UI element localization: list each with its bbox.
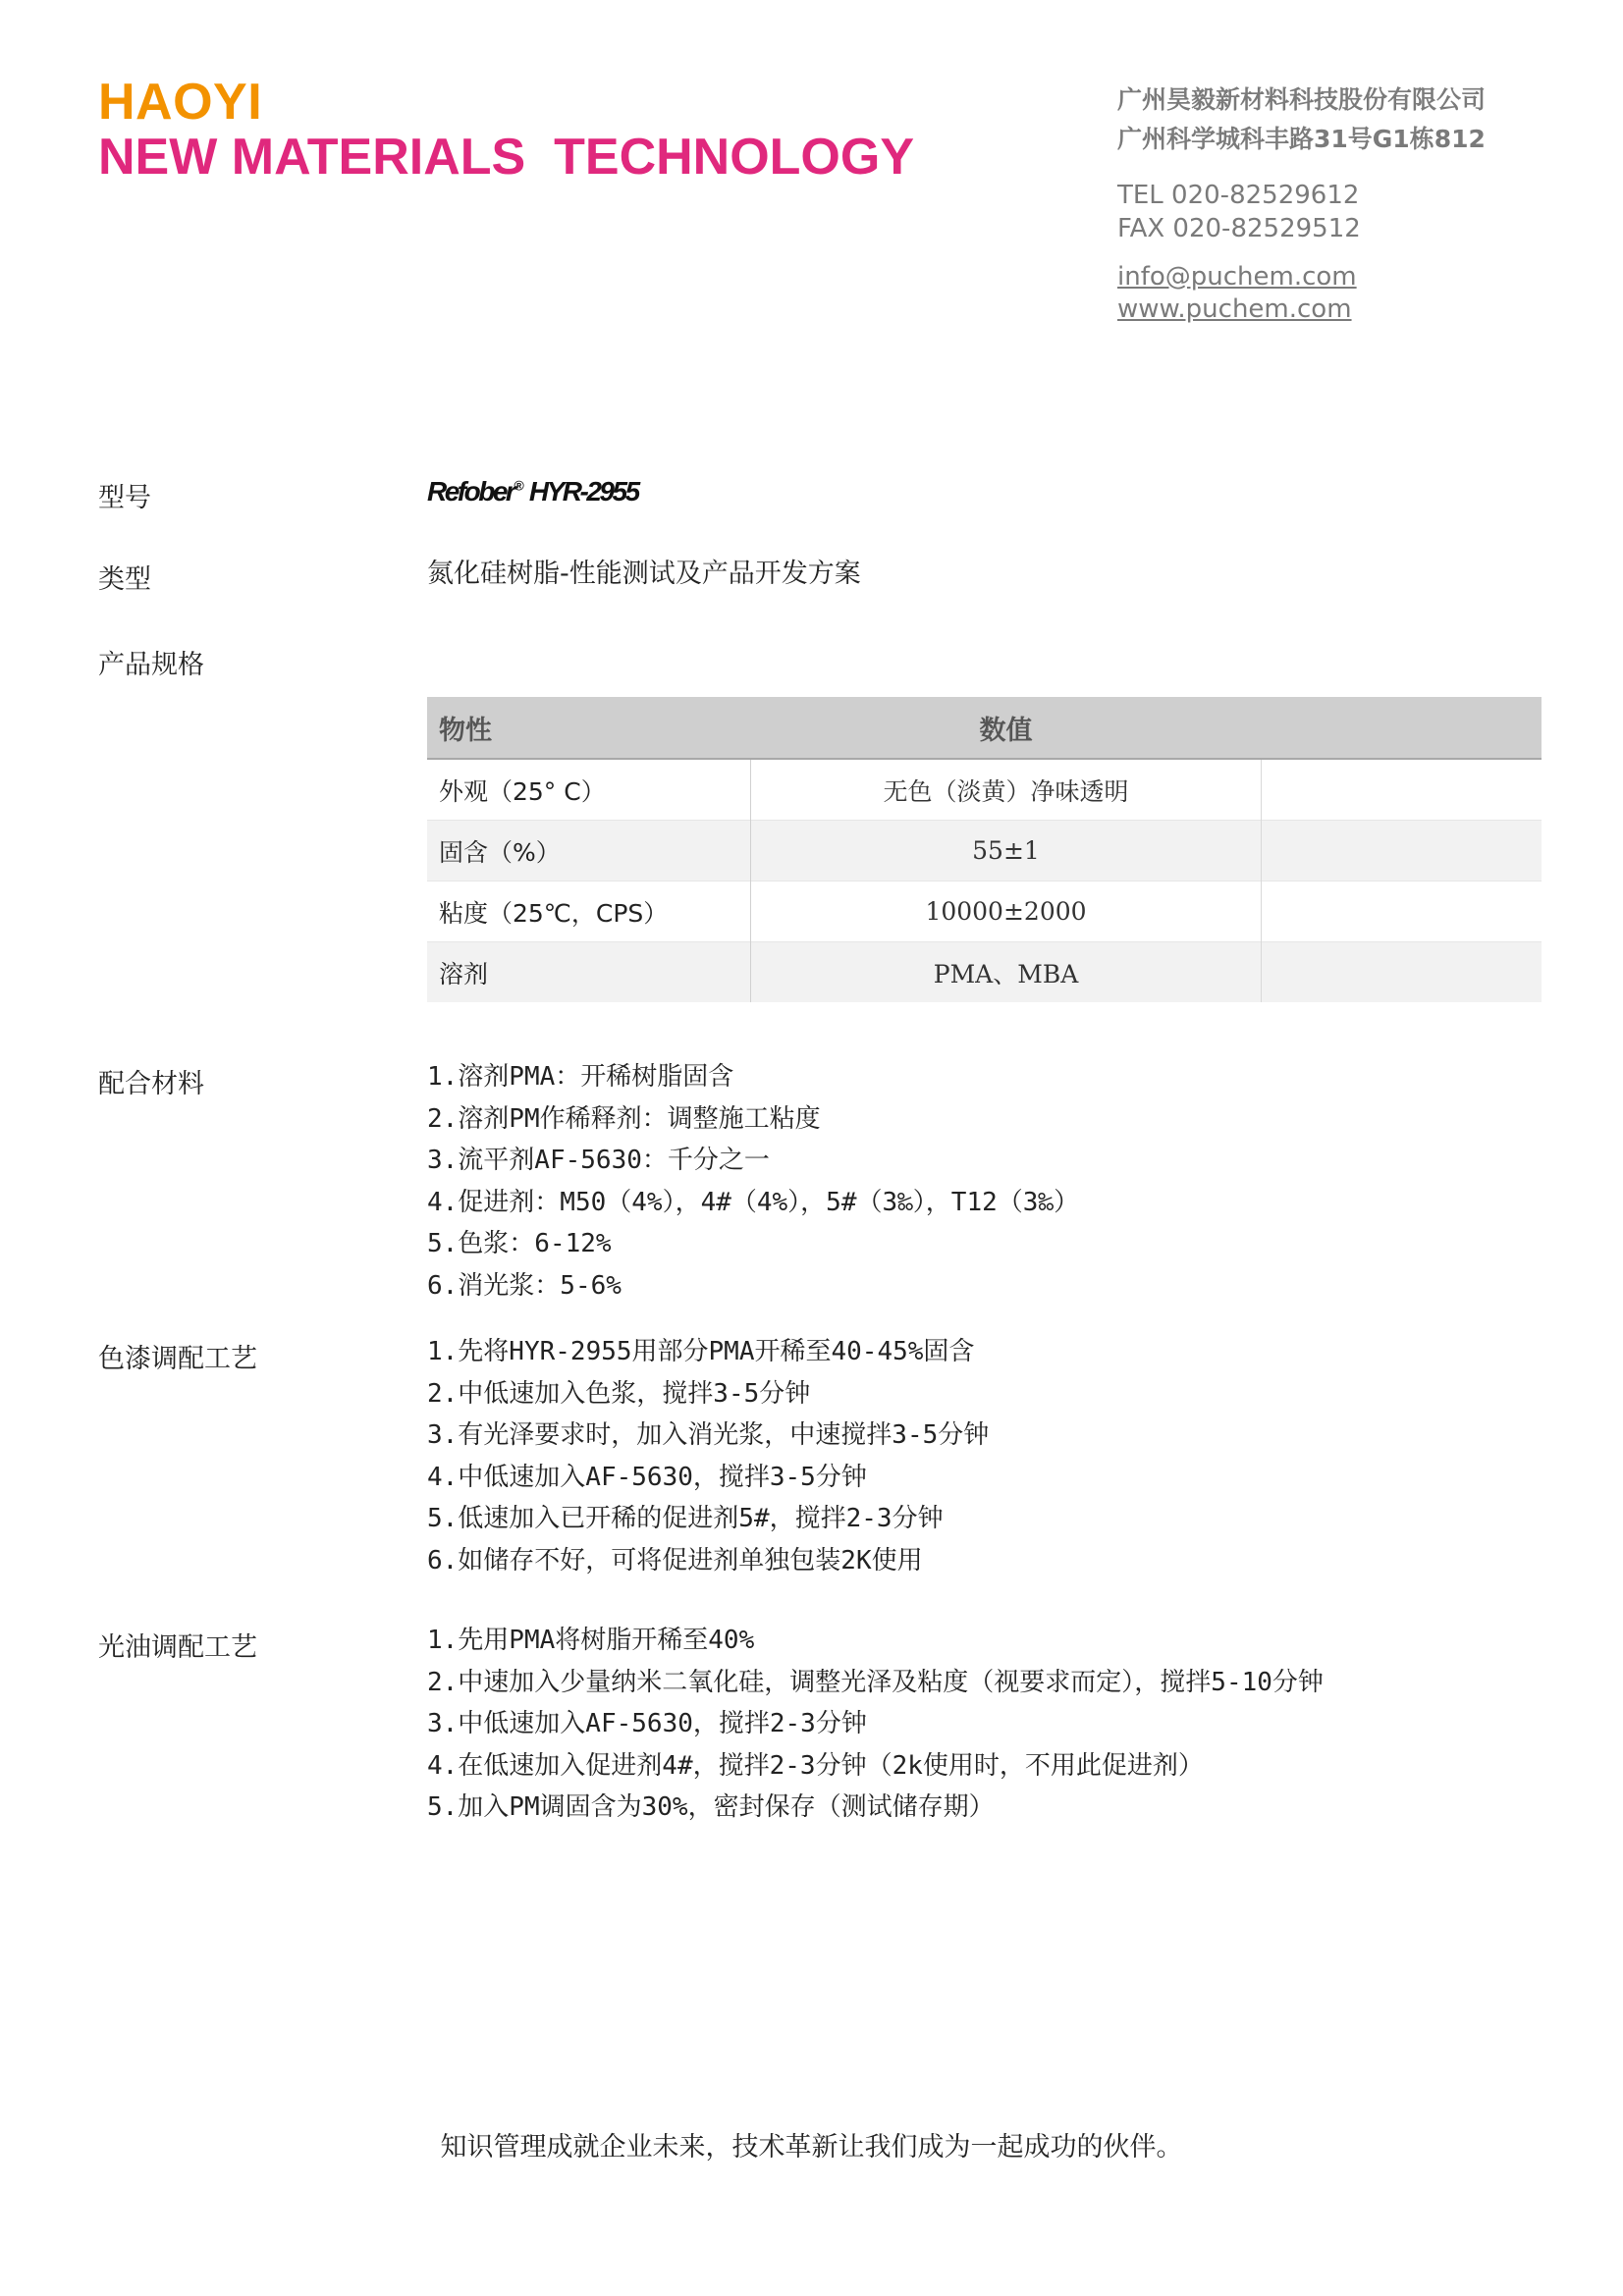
materials-label: 配合材料 [98, 1069, 204, 1099]
list-item: 3.有光泽要求时，加入消光浆，中速搅拌3-5分钟 [427, 1420, 990, 1450]
list-item: 1.溶剂PMA：开稀树脂固含 [427, 1062, 734, 1092]
table-row [427, 942, 1542, 1003]
header-property: 物性 [427, 697, 751, 759]
materials-list [427, 1056, 1079, 1307]
table-row [427, 881, 1542, 942]
header-value: 数值 [751, 697, 1262, 759]
list-item: 5.色浆：6-12% [427, 1229, 612, 1258]
model-brand: Refober [427, 476, 514, 507]
list-item: 6.如储存不好，可将促进剂单独包装2K使用 [427, 1545, 923, 1575]
list-item: 2.中速加入少量纳米二氧化硅，调整光泽及粘度（视要求而定），搅拌5-10分钟 [427, 1667, 1324, 1697]
model-label: 型号 [98, 483, 151, 513]
property-cell: 溶剂 [427, 942, 751, 1003]
value-cell: PMA、MBA [751, 942, 1262, 1003]
value-cell: 10000±2000 [751, 881, 1262, 942]
list-item: 5.加入PM调固含为30%，密封保存（测试储存期） [427, 1792, 995, 1822]
list-item: 1.先用PMA将树脂开稀至40% [427, 1626, 755, 1655]
empty-cell [1262, 942, 1542, 1003]
list-item: 4.中低速加入AF-5630，搅拌3-5分钟 [427, 1462, 867, 1492]
empty-cell [1262, 821, 1542, 881]
list-item: 5.低速加入已开稀的促进剂5#，搅拌2-3分钟 [427, 1504, 944, 1533]
varnish-label: 光油调配工艺 [98, 1632, 257, 1663]
tel-line: TEL 020-82529612 [1117, 181, 1360, 210]
property-cell: 外观（25° C） [427, 759, 751, 821]
contact-block [1117, 80, 1486, 326]
type-value: 氮化硅树脂-性能测试及产品开发方案 [427, 559, 861, 589]
list-item: 1.先将HYR-2955用部分PMA开稀至40-45%固含 [427, 1337, 975, 1366]
property-cell: 粘度（25℃，CPS） [427, 881, 751, 942]
model-code: HYR-2955 [523, 476, 638, 507]
footer-slogan: 知识管理成就企业未来，技术革新让我们成为一起成功的伙伴。 [440, 2132, 1183, 2163]
property-cell: 固含（%） [427, 821, 751, 881]
value-cell: 55±1 [751, 821, 1262, 881]
list-item: 3.中低速加入AF-5630，搅拌2-3分钟 [427, 1709, 867, 1738]
table-row [427, 759, 1542, 821]
color-paint-list [427, 1331, 989, 1581]
brand-line-2: NEW MATERIALS TECHNOLOGY [98, 129, 915, 186]
list-item: 4.促进剂：M50（4%），4#（4%），5#（3‰），T12（3‰） [427, 1187, 1080, 1217]
email-link[interactable]: info@puchem.com [1117, 262, 1357, 292]
company-address: 广州科学城科丰路31号G1栋812 [1117, 125, 1486, 153]
empty-cell [1262, 759, 1542, 821]
company-name: 广州昊毅新材料科技股份有限公司 [1117, 85, 1487, 114]
list-item: 4.在低速加入促进剂4#，搅拌2-3分钟（2k使用时，不用此促进剂） [427, 1750, 1204, 1781]
type-label: 类型 [98, 564, 151, 595]
list-item: 6.消光浆：5-6% [427, 1270, 622, 1301]
varnish-list [427, 1620, 1324, 1829]
brand-line-1: HAOYI [98, 74, 263, 131]
table-row [427, 821, 1542, 881]
header-extra [1262, 697, 1542, 759]
list-item: 3.流平剂AF-5630：千分之一 [427, 1146, 770, 1175]
website-link[interactable]: www.puchem.com [1117, 294, 1352, 324]
color-paint-label: 色漆调配工艺 [98, 1344, 257, 1374]
spec-label: 产品规格 [98, 650, 204, 680]
fax-line: FAX 020-82529512 [1117, 214, 1361, 243]
registered-mark: ® [514, 477, 524, 494]
spec-table-header [427, 697, 1542, 759]
model-value [427, 476, 638, 507]
spec-table [427, 697, 1542, 1002]
list-item: 2.中低速加入色浆，搅拌3-5分钟 [427, 1378, 811, 1409]
value-cell: 无色（淡黄）净味透明 [751, 759, 1262, 821]
empty-cell [1262, 881, 1542, 942]
list-item: 2.溶剂PM作稀释剂：调整施工粘度 [427, 1103, 821, 1134]
